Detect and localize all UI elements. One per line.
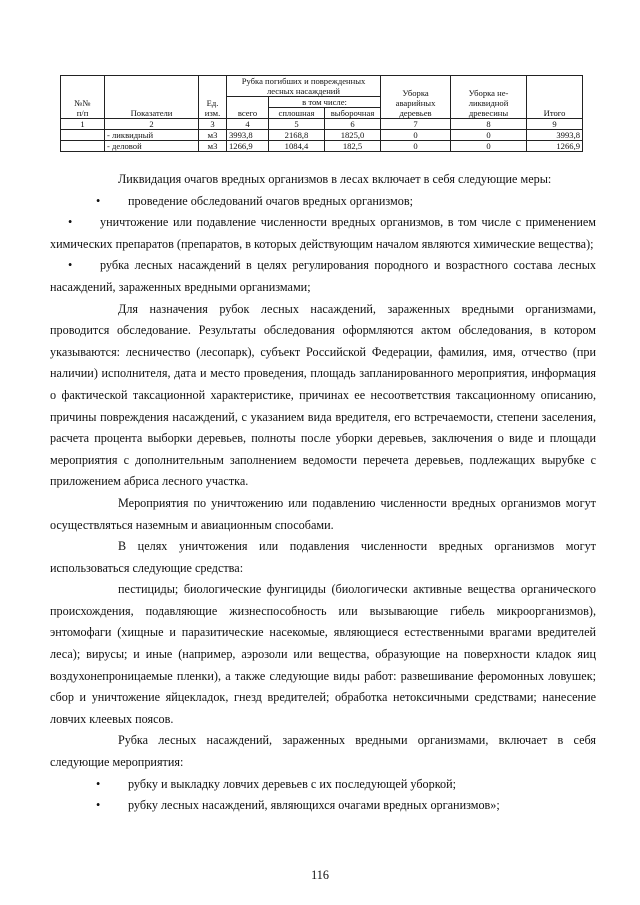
header-selective: выборочная [325, 108, 381, 119]
table-row: - ликвидный м3 3993,8 2168,8 1825,0 0 0 3993,8 [61, 130, 583, 141]
bullet-icon: • [96, 798, 101, 813]
table-index-row: 1 2 3 4 5 6 7 8 9 [61, 119, 583, 130]
bullet-text: проведение обследований очагов вредных организмов; [128, 193, 413, 208]
felling-volume-table [60, 75, 583, 152]
bullet-text: рубка лесных насаждений в целях регулирования породного и возрастного состава лесных насаждений, зараженных вредными организмами; [50, 258, 596, 294]
bullet-text: уничтожение или подавление численности вредных организмов, в том числе с применением химических препаратов (препаратов, в которых действующим началом являются химические вещества); [50, 215, 596, 251]
header-sum: Итого [527, 76, 583, 119]
bullet-icon: • [96, 193, 101, 208]
header-including: в том числе: [269, 97, 381, 108]
paragraph-measures-intro: Ликвидация очагов вредных организмов в лесах включает в себя следующие меры: [118, 172, 552, 186]
header-indicators: Показатели [105, 76, 199, 119]
paragraph-means-list: пестициды; биологические фунгициды (биологически активные вещества органического происхождения, подавляющие жизнеспособность или вызывающие гибель микроорганизмов), энтомофаги (хищные и паразитические насекомые, являющиеся естественными врагами вредителей леса); вирусы; и иные (например, аэрозоли или вещества, образующие на поверхности кладок яиц воздухонепроницаемые пленки), а также следующие виды работ: развешивание феромонных ловушек; сбор и уничтожение яйцекладок, гнезд вредителей; обработка нетоксичными средствами; нанесение ловчих клеевых поясов. [50, 582, 596, 726]
bullet-icon: • [68, 258, 73, 273]
table-row: - деловой м3 1266,9 1084,4 182,5 0 0 1266,9 [61, 141, 583, 152]
bullet-text: рубку лесных насаждений, являющихся очагами вредных организмов»; [128, 798, 500, 813]
header-num: №№ п/п [61, 76, 105, 119]
header-felling-group: Рубка погибших и поврежденных лесных насаждений [227, 76, 381, 97]
paragraph-means-intro: В целях уничтожения или подавления численности вредных организмов могут использоваться следующие средства: [50, 539, 596, 575]
paragraph-inspection: Для назначения рубок лесных насаждений, зараженных вредными организмами, проводится обследование. Результаты обследования оформляются актом обследования, в котором указываются: лесничество (лесопарк), субъект Российской Федерации, фамилия, имя, отчество (при наличии) исполнителя, дата и место проведения, площадь запланированного мероприятия, информация о фактической таксационной характеристике, причинах ее несоответствия таксационному описанию, причины повреждения насаждений, с указанием вида вредителя, его встречаемости, степени заселения, расчета процента выборки деревьев, полноты после уборки деревьев, заключения о виде и площади мероприятия с дополнительным заполнением ведомости перечета деревьев, подлежащих вырубке с приложением абриса лесного участка. [50, 301, 596, 489]
bullet-item [78, 774, 596, 796]
bullet-icon: • [68, 215, 73, 230]
bullet-icon: • [96, 776, 101, 791]
page-number: 116 [311, 868, 329, 882]
header-fallen: Уборка аварийных деревьев [381, 76, 451, 119]
header-nonliquid: Уборка не-ликвидной древесины [451, 76, 527, 119]
bullet-item [50, 212, 596, 255]
bullet-item [78, 795, 596, 817]
bullet-item [78, 191, 596, 213]
bullet-item [50, 255, 596, 298]
header-unit: Ед. изм. [199, 76, 227, 119]
bullet-text: рубку и выкладку ловчих деревьев с их последующей уборкой; [128, 776, 457, 791]
paragraph-felling-intro: Рубка лесных насаждений, зараженных вредными организмами, включает в себя следующие мероприятия: [50, 733, 596, 770]
header-solid: сплошная [269, 108, 325, 119]
paragraph-methods: Мероприятия по уничтожению или подавлению численности вредных организмов могут осуществляться наземным и авиационным способами. [50, 495, 596, 532]
header-total: всего [227, 97, 269, 119]
body-text [50, 169, 596, 817]
